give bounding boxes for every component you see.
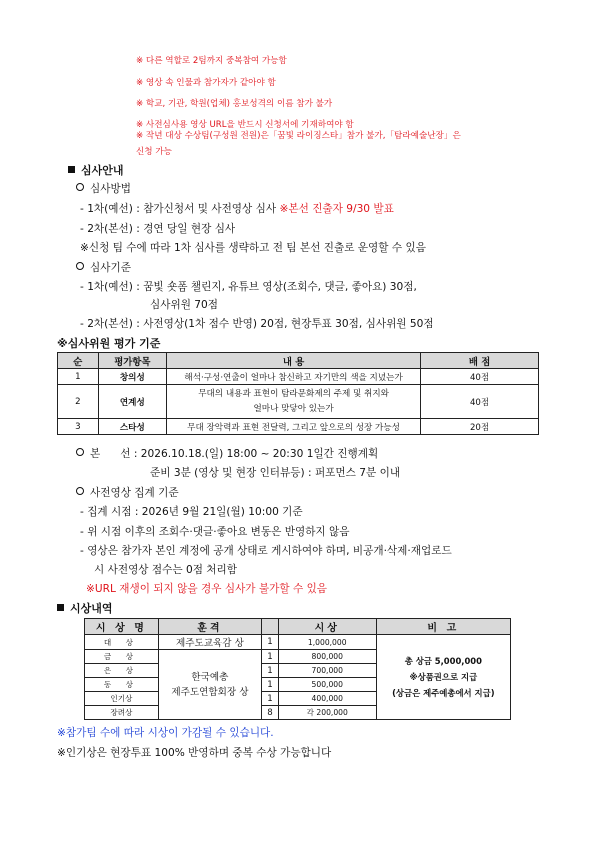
table-row (85, 635, 511, 650)
remarks-payer: (상금은 제주예총에서 지급) (392, 688, 495, 698)
final-line-1 (76, 446, 378, 461)
row-content-line: 얼마나 맞닿아 있는가 (253, 403, 334, 414)
video-line-3b: 시 사전영상 점수는 0점 처리함 (94, 564, 238, 576)
row-item: 창의성 (98, 369, 166, 385)
award-count: 8 (262, 706, 279, 720)
award-prize: 각 200,000 (278, 706, 376, 720)
final-line-2: 준비 3분 (영상 및 현장 인터뷰등) : 퍼포먼스 7분 이내 (150, 467, 401, 479)
circle-bullet-icon (76, 262, 84, 270)
table-row (58, 419, 539, 435)
award-count: 1 (262, 678, 279, 692)
table-row (58, 369, 539, 385)
final-schedule: : 2026.10.18.(일) 18:00 ~ 20:30 1일간 진행계획 (133, 448, 379, 460)
square-bullet-icon (68, 166, 75, 173)
header-award-name: 시 상 명 (85, 619, 159, 635)
criteria-title: 심사기준 (90, 262, 131, 274)
method-title: 심사방법 (90, 183, 131, 195)
note-line: 신청 가능 (136, 147, 172, 157)
video-warning: ※URL 재생이 되지 않을 경우 심사가 불가할 수 있음 (86, 583, 328, 595)
final-label: 본 (90, 448, 101, 460)
award-prize: 800,000 (278, 650, 376, 664)
award-prize: 400,000 (278, 692, 376, 706)
award-name: 동 상 (85, 678, 159, 692)
video-line-3: - 영상은 참가자 본인 계정에 공개 상태로 게시하여야 하며, 비공개·삭제·재업로드 (80, 545, 452, 557)
row-score: 40점 (421, 369, 539, 385)
row-content-line: 무대의 내용과 표현이 탐라문화제의 주제 및 취지와 (198, 388, 389, 399)
circle-bullet-icon (76, 448, 84, 456)
row-no: 1 (58, 369, 99, 385)
circle-bullet-icon (76, 183, 84, 191)
row-item: 스타성 (98, 419, 166, 435)
footer-note-2: ※인기상은 현장투표 100% 반영하며 중복 수상 가능합니다 (57, 747, 332, 759)
section-heading-awards (57, 600, 113, 616)
header-no: 순 (58, 353, 99, 369)
video-title: 사전영상 집계 기준 (90, 487, 179, 499)
criteria-line-2: - 2차(본선) : 사전영상(1차 점수 반영) 20점, 현장투표 30점, 심사위원 50점 (80, 318, 434, 330)
honor-group-line: 한국예총 (191, 671, 229, 683)
awards-table (84, 618, 511, 720)
award-honor: 제주도교육감 상 (158, 635, 261, 650)
header-remarks: 비 고 (376, 619, 510, 635)
footer-note-1: ※참가팀 수에 따라 시상이 가감될 수 있습니다. (57, 727, 274, 739)
square-bullet-icon (57, 604, 64, 611)
award-honor-group (158, 650, 261, 720)
final-label-2: 선 (120, 448, 131, 460)
note-line: ※ 학교, 기관, 학원(업체) 홍보성격의 이름 참가 불가 (136, 99, 333, 109)
award-count: 1 (262, 664, 279, 678)
header-item: 평가항목 (98, 353, 166, 369)
award-remarks (376, 635, 510, 720)
method-heading (76, 181, 131, 196)
criteria-line-1: - 1차(예선) : 꿈빛 숏폼 챌린지, 유튜브 영상(조회수, 댓글, 좋아요) 30점, (80, 281, 417, 293)
video-line-1: - 집계 시점 : 2026년 9월 21일(월) 10:00 기준 (80, 506, 303, 518)
header-count (262, 619, 279, 635)
header-prize: 시상 (278, 619, 376, 635)
note-line: ※ 영상 속 인물과 참가자가 같아야 함 (136, 78, 276, 88)
award-count: 1 (262, 650, 279, 664)
judge-criteria-table (57, 352, 539, 435)
award-name: 은 상 (85, 664, 159, 678)
row-no: 2 (58, 385, 99, 419)
row-score: 20점 (421, 419, 539, 435)
note-line: ※ 다른 역할로 2팀까지 중복참여 가능함 (136, 56, 287, 66)
method-line-2: - 2차(본선) : 경연 당일 현장 심사 (80, 223, 236, 235)
row-no: 3 (58, 419, 99, 435)
criteria-heading (76, 260, 131, 275)
section-title: 시상내역 (70, 602, 113, 615)
row-item: 연계성 (98, 385, 166, 419)
judge-table-title: ※심사위원 평가 기준 (57, 337, 161, 350)
remarks-total: 총 상금 5,000,000 (404, 656, 482, 666)
award-name: 장려상 (85, 706, 159, 720)
criteria-line-1b: 심사위원 70점 (150, 299, 219, 311)
section-heading-review (68, 162, 124, 178)
circle-bullet-icon (76, 487, 84, 495)
note-line: ※ 사전심사용 영상 URL을 반드시 신청서에 기재하여야 함 (136, 120, 354, 130)
method-line-text: - 1차(예선) : 참가신청서 및 사전영상 심사 (80, 203, 280, 215)
section-title: 심사안내 (81, 164, 124, 177)
table-row (58, 385, 539, 419)
row-score: 40점 (421, 385, 539, 419)
row-content (166, 385, 420, 419)
method-line-1 (80, 201, 394, 216)
award-prize: 700,000 (278, 664, 376, 678)
award-name: 인기상 (85, 692, 159, 706)
award-name: 대 상 (85, 635, 159, 650)
row-content: 해석·구성·연출이 얼마나 참신하고 자기만의 색을 지녔는가 (166, 369, 420, 385)
video-line-2: - 위 시점 이후의 조회수·댓글·좋아요 변동은 반영하지 않음 (80, 526, 350, 538)
remarks-voucher: ※상품권으로 지급 (409, 672, 478, 682)
award-prize: 500,000 (278, 678, 376, 692)
award-prize: 1,000,000 (278, 635, 376, 650)
video-heading (76, 485, 179, 500)
header-score: 배 점 (421, 353, 539, 369)
announcement-text: ※본선 진출자 9/30 발표 (279, 203, 394, 215)
award-count: 1 (262, 635, 279, 650)
header-content: 내 용 (166, 353, 420, 369)
row-content: 무대 장악력과 표현 전달력, 그리고 앞으로의 성장 가능성 (166, 419, 420, 435)
header-honor: 훈격 (158, 619, 261, 635)
award-name: 금 상 (85, 650, 159, 664)
award-count: 1 (262, 692, 279, 706)
note-line: ※ 작년 대상 수상팀(구성원 전원)은「꿈빛 라이징스타」참가 불가,「탐라예술난장」은 (136, 131, 461, 141)
method-note: ※신청 팀 수에 따라 1차 심사를 생략하고 전 팀 본선 진출로 운영할 수 있음 (80, 242, 426, 254)
honor-group-line: 제주도연합회장 상 (171, 686, 249, 698)
